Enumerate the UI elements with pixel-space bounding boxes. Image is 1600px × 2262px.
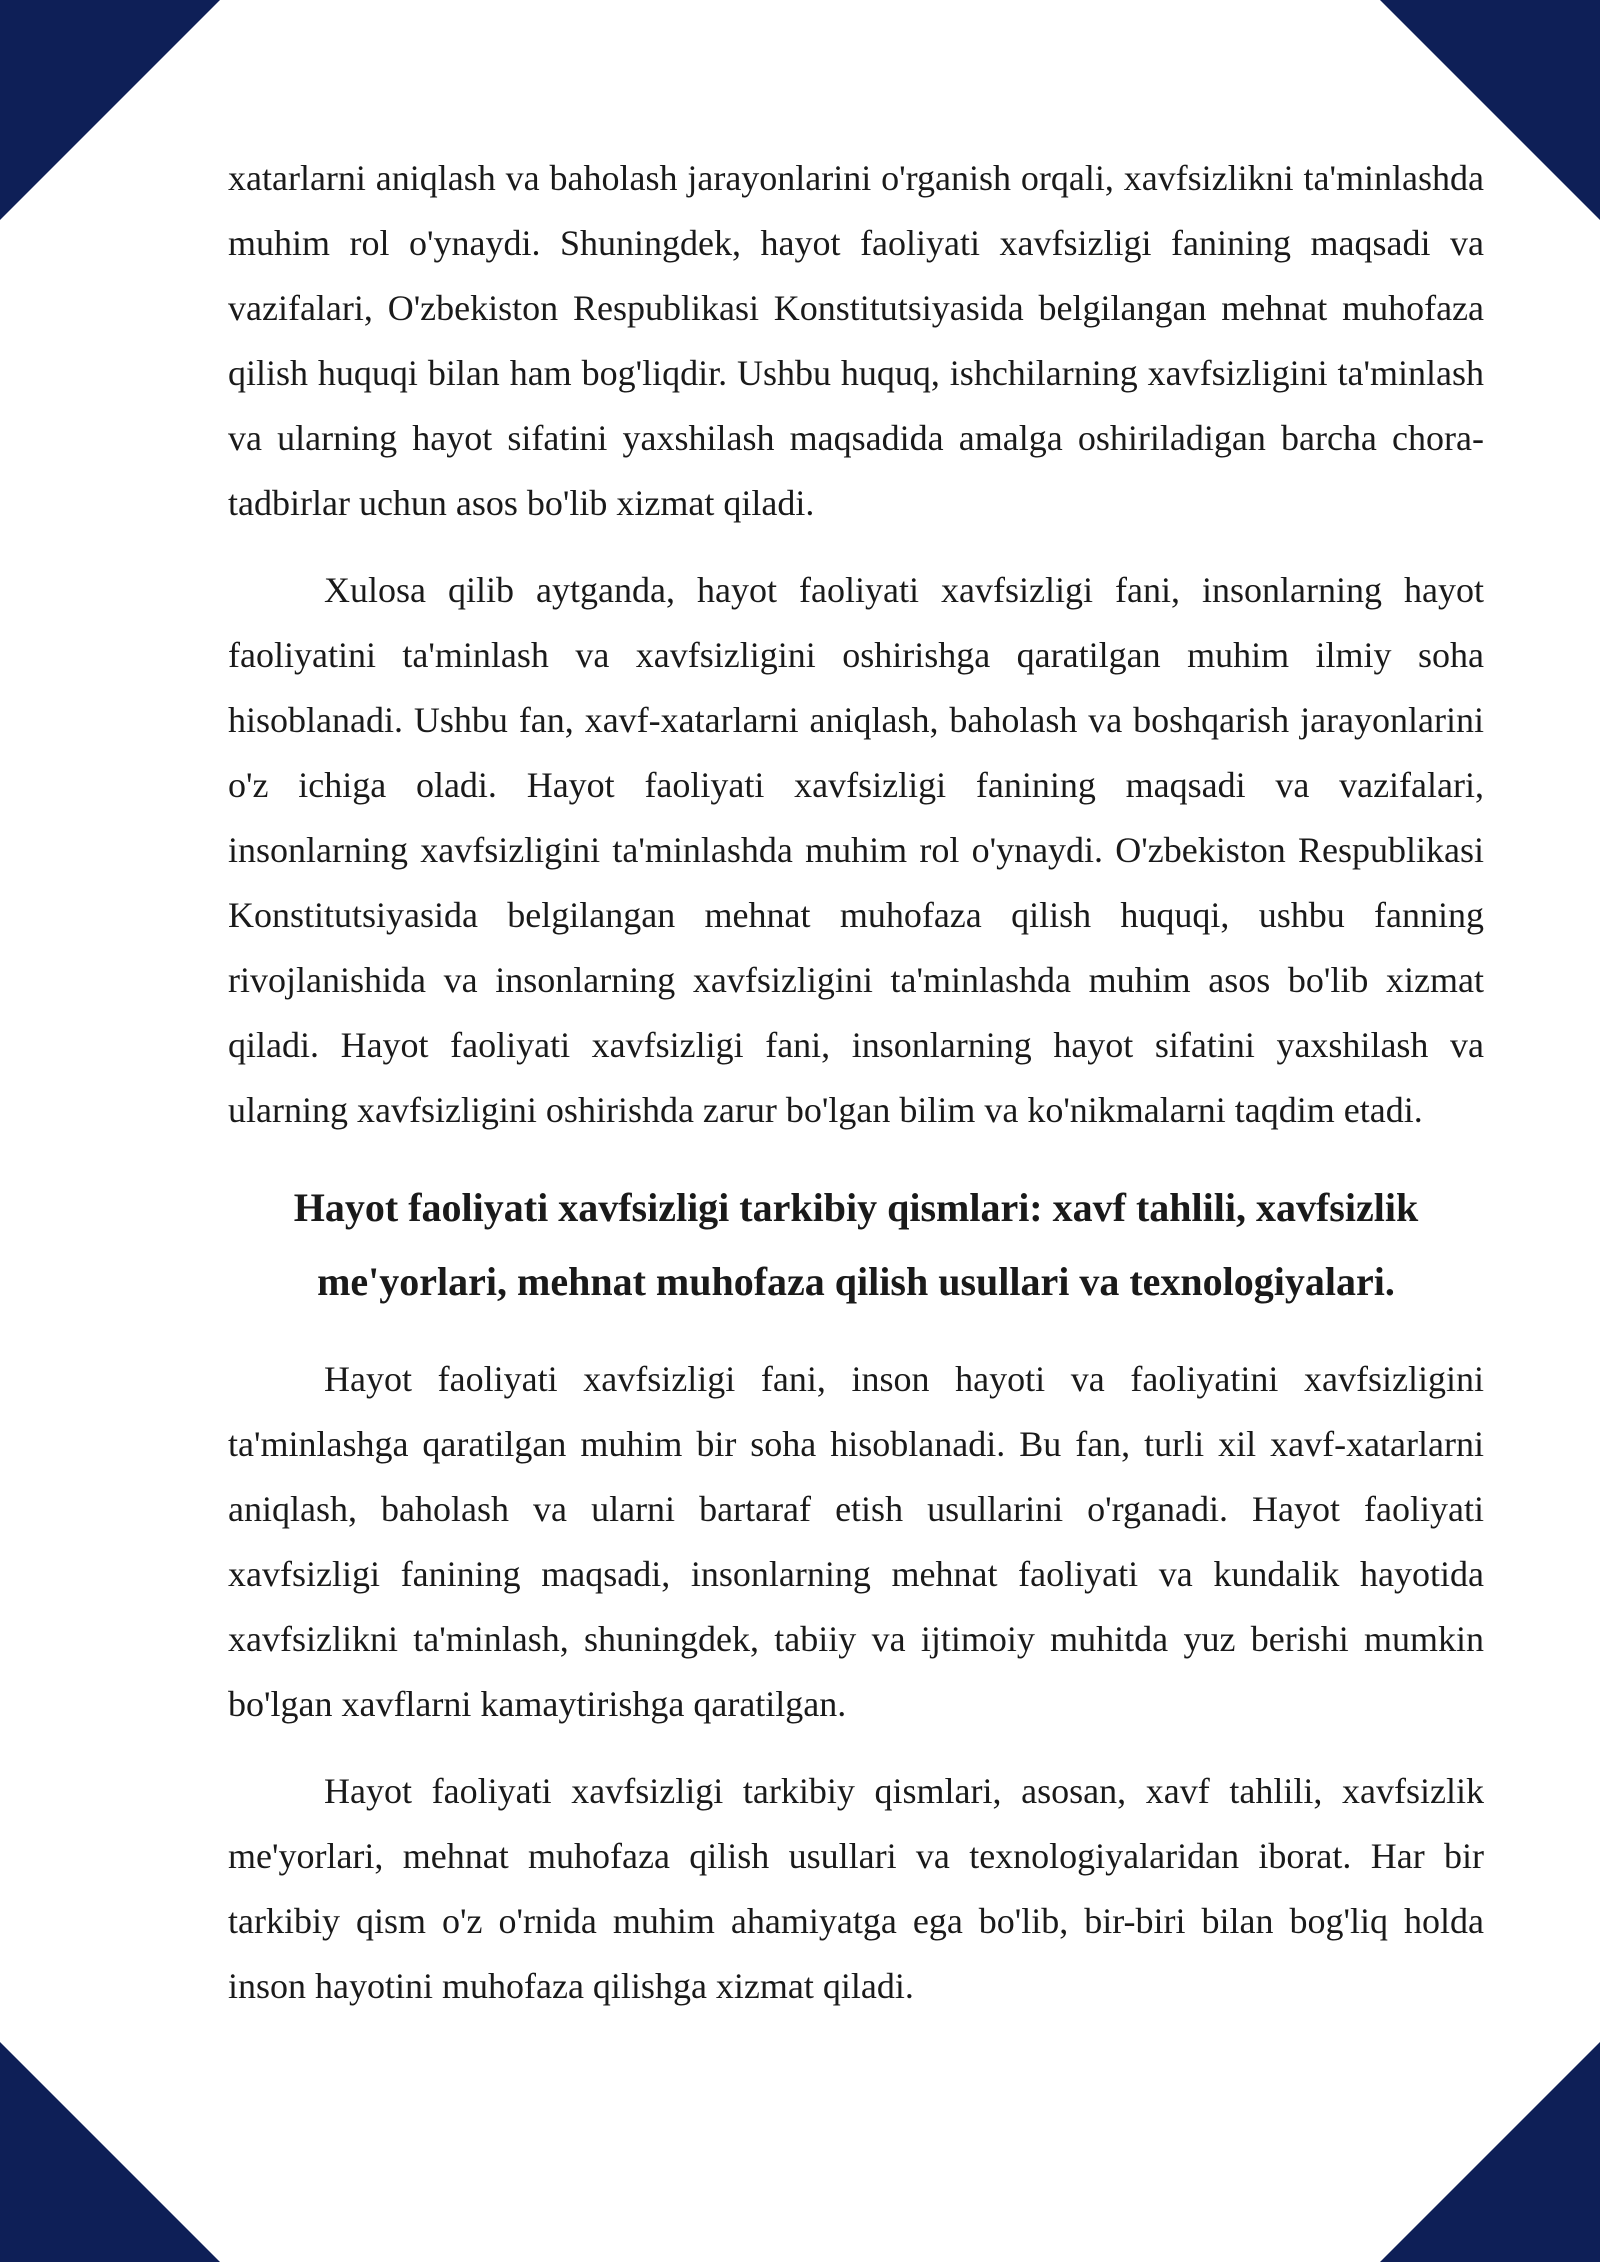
corner-decoration-bottom-left xyxy=(0,2042,220,2262)
corner-decoration-top-left xyxy=(0,0,220,220)
paragraph-components: Hayot faoliyati xavfsizligi tarkibiy qismlari, asosan, xavf tahlili, xavfsizlik me'yorlari, mehnat muhofaza qilish usullari va texnologiyalaridan iborat. Har bir tarkibiy qism o'z o'rnida muhim ahamiyatga ega bo'lib, bir-biri bilan bog'liq holda inson hayotini muhofaza qilishga xizmat qiladi. xyxy=(228,1771,1484,2006)
paragraph-intro: Hayot faoliyati xavfsizligi fani, inson hayoti va faoliyatini xavfsizligini ta'minlashga qaratilgan muhim bir soha hisoblanadi. Bu fan, turli xil xavf-xatarlarni aniqlash, baholash va ularni bartaraf etish usullarini o'rganadi. Hayot faoliyati xavfsizligi fanining maqsadi, insonlarning mehnat faoliyati va kundalik hayotida xavfsizlikni ta'minlash, shuningdek, tabiiy va ijtimoiy muhitda yuz berishi mumkin bo'lgan xavflarni kamaytirishga qaratilgan. xyxy=(228,1359,1484,1724)
section-heading: Hayot faoliyati xavfsizligi tarkibiy qismlari: xavf tahlili, xavfsizlik me'yorlari, mehnat muhofaza qilish usullari va texnologiyalari. xyxy=(293,1185,1419,1304)
page-content xyxy=(228,146,1484,2041)
corner-decoration-bottom-right xyxy=(1380,2042,1600,2262)
paragraph-continued: xatarlarni aniqlash va baholash jarayonlarini o'rganish orqali, xavfsizlikni ta'minlashda muhim rol o'ynaydi. Shuningdek, hayot faoliyati xavfsizligi fanining maqsadi va vazifalari, O'zbekiston Respublikasi Konstitutsiyasida belgilangan mehnat muhofaza qilish huquqi bilan ham bog'liqdir. Ushbu huquq, ishchilarning xavfsizligini ta'minlash va ularning hayot sifatini yaxshilash maqsadida amalga oshiriladigan barcha chora-tadbirlar uchun asos bo'lib xizmat qiladi. xyxy=(228,158,1484,523)
paragraph-conclusion: Xulosa qilib aytganda, hayot faoliyati xavfsizligi fani, insonlarning hayot faoliyatini ta'minlash va xavfsizligini oshirishga qaratilgan muhim ilmiy soha hisoblanadi. Ushbu fan, xavf-xatarlarni aniqlash, baholash va boshqarish jarayonlarini o'z ichiga oladi. Hayot faoliyati xavfsizligi fanining maqsadi va vazifalari, insonlarning xavfsizligini ta'minlashda muhim rol o'ynaydi. O'zbekiston Respublikasi Konstitutsiyasida belgilangan mehnat muhofaza qilish huquqi, ushbu fanning rivojlanishida va insonlarning xavfsizligini ta'minlashda muhim asos bo'lib xizmat qiladi. Hayot faoliyati xavfsizligi fani, insonlarning hayot sifatini yaxshilash va ularning xavfsizligini oshirishda zarur bo'lgan bilim va ko'nikmalarni taqdim etadi. xyxy=(228,570,1484,1130)
